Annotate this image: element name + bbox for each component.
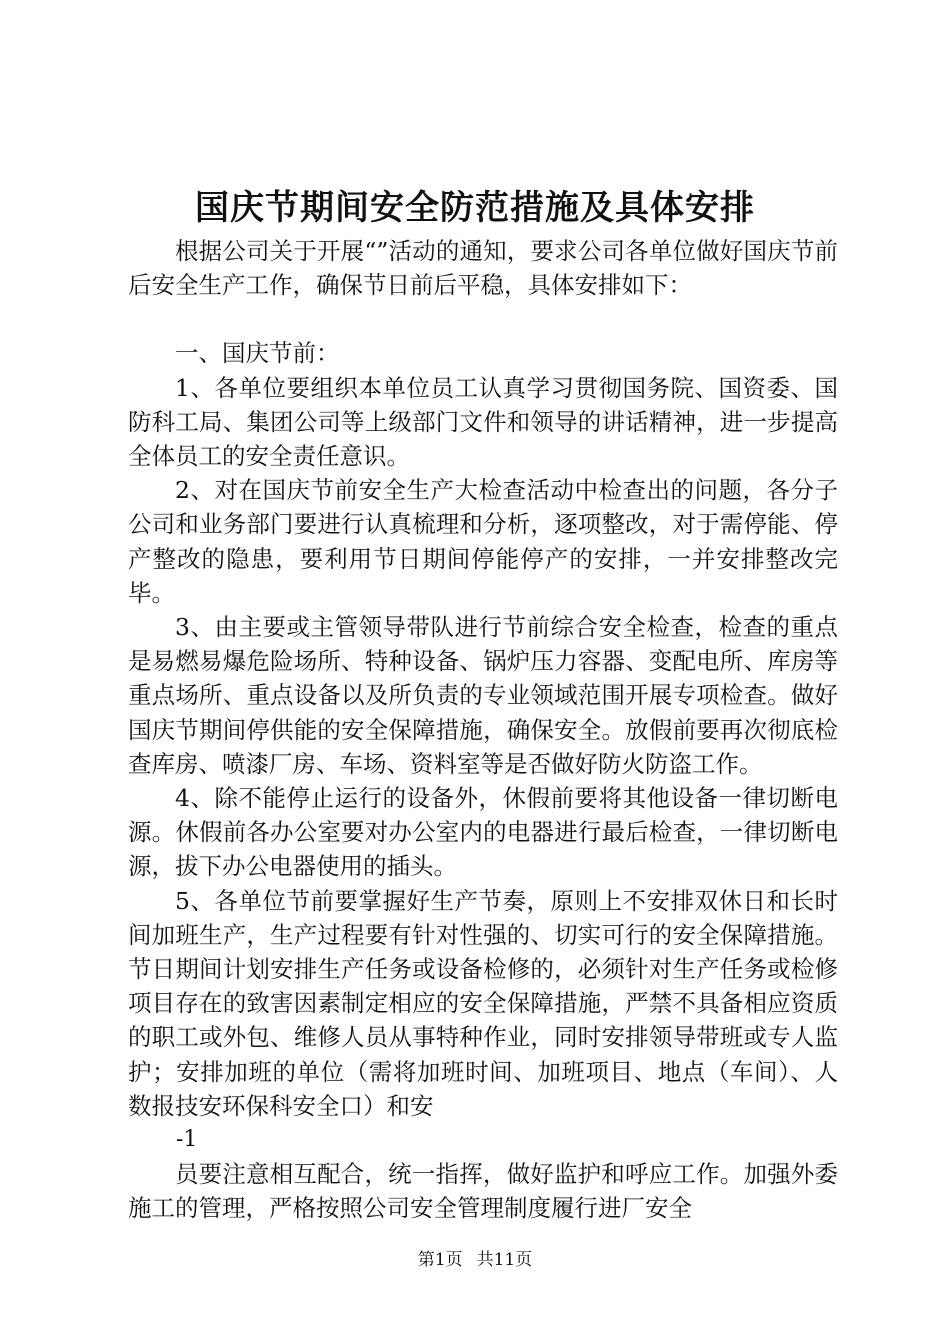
- list-item-5: 5、各单位节前要掌握好生产节奏，原则上不安排双休日和长时间加班生产，生产过程要有针对性强的、切实可行的安全保障措施。节日期间计划安排生产任务或设备检修的，必须针对生产任务或检修项目存在的致害因素制定相应的安全保障措施，严禁不具备相应资质的职工或外包、维修人员从事特种作业，同时安排领导带班或专人监护；安排加班的单位（需将加班时间、加班项目、地点（车间）、人数报技安环保科安全口）和安: [128, 886, 838, 1120]
- intro-paragraph: 根据公司关于开展“”活动的通知，要求公司各单位做好国庆节前后安全生产工作，确保节日前后平稳，具体安排如下：: [128, 237, 838, 300]
- list-item-3: 3、由主要或主管领导带队进行节前综合安全检查，检查的重点是易燃易爆危险场所、特种设备、锅炉压力容器、变配电所、库房等重点场所、重点设备以及所负责的专业领域范围开展专项检查。做好国庆节期间停供能的安全保障措施，确保安全。放假前要再次彻底检查库房、喷漆厂房、车场、资料室等是否做好防火防盗工作。: [128, 613, 838, 778]
- page-number: 第1页: [417, 1250, 463, 1270]
- total-pages: 共11页: [476, 1250, 533, 1270]
- page-footer: [0, 1245, 950, 1270]
- list-item-2: 2、对在国庆节前安全生产大检查活动中检查出的问题，各分子公司和业务部门要进行认真梳理和分析，逐项整改，对于需停能、停产整改的隐患，要利用节日期间停能停产的安排，一并安排整改完毕。: [128, 476, 838, 607]
- inline-page-marker: -1: [176, 1127, 198, 1153]
- continuation-paragraph: 员要注意相互配合，统一指挥，做好监护和呼应工作。加强外委施工的管理，严格按照公司安全管理制度履行进厂安全: [128, 1160, 838, 1223]
- list-item-4: 4、除不能停止运行的设备外，休假前要将其他设备一律切断电源。休假前各办公室要对办公室内的电器进行最后检查，一律切断电源，拔下办公电器使用的插头。: [128, 784, 838, 881]
- section-heading: 一、国庆节前：: [175, 339, 340, 368]
- document-title: 国庆节期间安全防范措施及具体安排: [195, 188, 755, 228]
- document-body: [128, 234, 838, 1226]
- list-item-1: 1、各单位要组织本单位员工认真学习贯彻国务院、国资委、国防科工局、集团公司等上级部门文件和领导的讲话精神，进一步提高全体员工的安全责任意识。: [128, 373, 838, 471]
